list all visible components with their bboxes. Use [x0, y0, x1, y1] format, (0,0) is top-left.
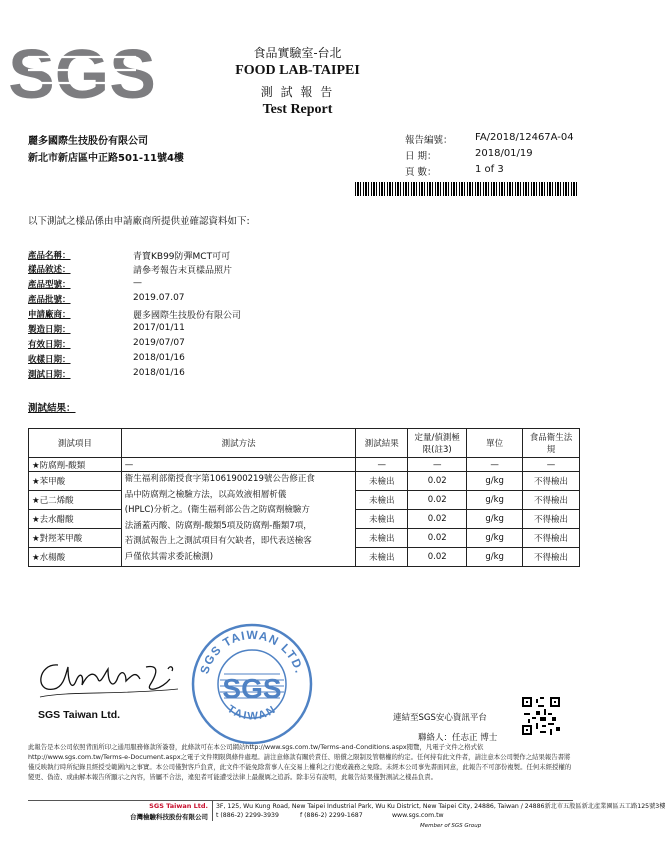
seal-center-text: SGS: [222, 673, 282, 704]
sample-value-test-date: 2018/01/16: [133, 368, 185, 378]
sample-label-name: 產品名稱：: [28, 251, 71, 261]
report-date-label: 日 期：: [405, 151, 437, 162]
cell-regulation: 不得檢出: [523, 528, 580, 547]
footer-vertical-divider: [212, 801, 213, 821]
disclaimer-text: 此報告是本公司依照背面所印之通用服務條款所簽發，此條款可在本公司網站http://www.sgs.com.tw/Terms-and-Conditions.aspx閱覽，凡電子文件之格式依http://www.sgs.com.tw/Terms-e-Document.aspx之電子文件期限與條件處理。請注意條款有關於責任、賠償之限制及管轄權的約定。任何持有此文件者，請注意本公司製作之結果報告書將僅反映執行時所紀錄且經授受範圍內之事實。本公司僅對客戶負責，此文件不能免除當事人在交易上權利之行使或義務之免除。未經本公司事先書面同意，此報告不可部份複製。任何未經授權的變更、偽造、或曲解本報告所顯示之內容，皆屬不合法，違犯者可能遭受法律上最嚴厲之追訴。除非另有說明，此報告結果僅對測試之樣品負責。: [28, 743, 572, 781]
method-line: 衛生福利部衛授食字第1061900219號公告修正食: [124, 474, 315, 484]
cell-method: —: [121, 458, 356, 472]
report-date: 2018/01/19: [475, 148, 533, 159]
cell-item: ★防腐劑-酸類: [29, 458, 122, 472]
cell-result: 未檢出: [356, 547, 408, 566]
sample-label-model: 產品型號：: [28, 280, 71, 290]
method-line: 法涵蓋丙酸、防腐劑-酸類5項及防腐劑-酯類7項，: [124, 520, 312, 531]
cell-limit: 0.02: [408, 509, 467, 528]
cell-limit: 0.02: [408, 490, 467, 509]
cell-unit: g/kg: [467, 472, 523, 491]
results-table: [28, 428, 580, 567]
sample-value-description: 請參考報告末頁樣品照片: [133, 266, 233, 276]
sample-label-mfg-date: 製造日期：: [28, 325, 71, 335]
company-seal: [190, 622, 314, 746]
cell-unit: —: [467, 458, 523, 472]
header-result: 測試結果: [356, 429, 408, 458]
client-name: 麗多國際生技股份有限公司: [28, 136, 148, 147]
qr-caption: 連結至SGS安心資訊平台: [393, 713, 487, 723]
method-line: (HPLC)分析之。(衛生福利部公告之防腐劑檢驗方: [124, 505, 310, 516]
seal-bottom-text: TAIWAN: [224, 703, 280, 723]
table-row: [29, 472, 580, 491]
sample-value-batch: 2019.07.07: [133, 293, 185, 303]
footer-company-zh: 台灣檢驗科技股份有限公司: [130, 813, 208, 821]
cell-regulation: 不得檢出: [523, 509, 580, 528]
cell-method-description: [121, 472, 356, 567]
header-regulation: 食品衛生法規: [523, 429, 580, 458]
cell-unit: g/kg: [467, 528, 523, 547]
sample-label-description: 樣品敘述：: [28, 265, 71, 275]
cell-item: ★去水醋酸: [29, 509, 122, 528]
cell-limit: 0.02: [408, 528, 467, 547]
method-line: 若測試報告上之測試項目有欠缺者，即代表送檢客: [124, 536, 312, 547]
cell-regulation: 不得檢出: [523, 490, 580, 509]
cell-limit: 0.02: [408, 547, 467, 566]
lab-title-en: FOOD LAB-TAIPEI: [235, 63, 360, 78]
sample-label-batch: 產品批號：: [28, 295, 71, 305]
cell-unit: g/kg: [467, 509, 523, 528]
qr-code[interactable]: [522, 697, 560, 735]
header-unit: 單位: [467, 429, 523, 458]
footer-address: 3F, 125, Wu Kung Road, New Taipei Industrial Park, Wu Ku District, New Taipei City, 24886, Taiwan / 24886新北市五股區新北產業園區五工路125號3樓: [216, 803, 665, 810]
lab-title-zh: 食品實驗室-台北: [253, 46, 342, 60]
footer-tel: t (886-2) 2299-3939: [216, 812, 279, 819]
results-title: 測試結果：: [28, 403, 76, 414]
report-number: FA/2018/12467A-04: [475, 132, 574, 143]
method-line: 品中防腐劑之檢驗方法，以高效液相層析儀: [124, 489, 287, 500]
cell-regulation: 不得檢出: [523, 547, 580, 566]
cell-limit: 0.02: [408, 472, 467, 491]
report-title-zh: 測 試 報 告: [260, 85, 335, 99]
cell-regulation: —: [523, 458, 580, 472]
signature-image: [28, 645, 188, 705]
cell-item: ★水楊酸: [29, 547, 122, 566]
table-row: [29, 458, 580, 472]
cell-item: ★對羥苯甲酸: [29, 528, 122, 547]
sample-label-expiry: 有效日期：: [28, 340, 71, 350]
sample-value-applicant: 麗多國際生技股份有限公司: [133, 311, 242, 321]
header-test-item: 測試項目: [29, 429, 122, 458]
cell-result: 未檢出: [356, 490, 408, 509]
logo-text: SGS: [8, 35, 156, 113]
cell-regulation: 不得檢出: [523, 472, 580, 491]
client-address: 新北市新店區中正路501-11號4樓: [28, 153, 184, 164]
sample-value-model: —: [133, 278, 142, 288]
svg-text:SGS TAIWAN LTD.: [197, 628, 306, 676]
footer-website[interactable]: www.sgs.com.tw: [392, 812, 444, 819]
signature-caption: SGS Taiwan Ltd.: [38, 709, 121, 721]
cell-result: 未檢出: [356, 509, 408, 528]
header-limit: 定量/偵測極限(註3): [408, 429, 467, 458]
report-title-en: Test Report: [262, 102, 333, 117]
seal-ring-text: SGS TAIWAN LTD.: [197, 627, 307, 676]
table-header-row: [29, 429, 580, 458]
sample-label-test-date: 測試日期：: [28, 370, 71, 380]
barcode: [355, 182, 579, 196]
sample-value-mfg-date: 2017/01/11: [133, 323, 185, 333]
report-number-label: 報告編號：: [405, 135, 453, 146]
cell-result: 未檢出: [356, 528, 408, 547]
cell-unit: g/kg: [467, 490, 523, 509]
cell-item: ★己二烯酸: [29, 490, 122, 509]
sample-value-expiry: 2019/07/07: [133, 338, 185, 348]
page-count-label: 頁 數：: [405, 167, 437, 178]
cell-item: ★苯甲酸: [29, 472, 122, 491]
contact-person: 聯絡人：任志正 博士: [418, 733, 498, 743]
footer-company-en: SGS Taiwan Ltd.: [149, 802, 208, 810]
method-line: 戶僅依其需求委託檢測): [124, 551, 214, 562]
cell-limit: —: [408, 458, 467, 472]
sample-value-received: 2018/01/16: [133, 353, 185, 363]
svg-text:TAIWAN: [225, 703, 279, 723]
footer-member: Member of SGS Group: [420, 823, 482, 829]
cell-unit: g/kg: [467, 547, 523, 566]
cell-result: —: [356, 458, 408, 472]
page-count: 1 of 3: [475, 164, 504, 175]
footer-divider: [28, 800, 573, 801]
header-test-method: 測試方法: [121, 429, 356, 458]
cell-result: 未檢出: [356, 472, 408, 491]
sample-label-received: 收樣日期：: [28, 355, 71, 365]
signature-block: [28, 645, 188, 723]
sample-value-name: 青寶KB99防彈MCT可可: [133, 252, 231, 262]
footer-fax: f (886-2) 2299-1687: [300, 812, 363, 819]
sample-label-applicant: 申請廠商：: [28, 310, 71, 320]
intro-text: 以下測試之樣品係由申請廠商所提供並確認資料如下:: [28, 216, 250, 227]
